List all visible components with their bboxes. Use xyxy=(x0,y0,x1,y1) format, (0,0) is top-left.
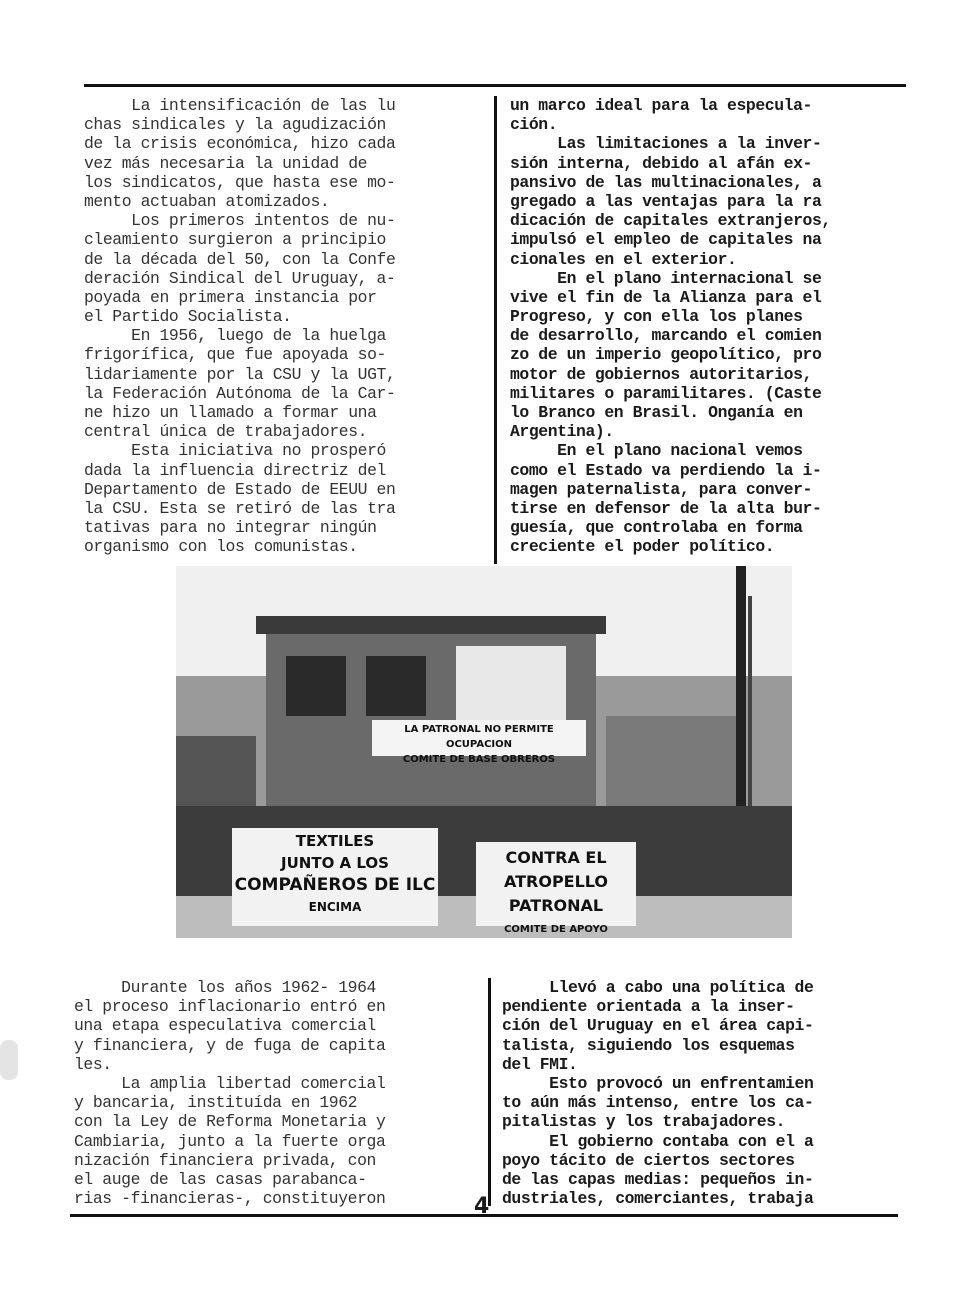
text-line: Esto provocó un enfrentamien xyxy=(502,1073,814,1093)
banner-right xyxy=(476,846,636,938)
text-line: organismo con los comunistas. xyxy=(84,537,358,557)
text-line: chas sindicales y la agudización xyxy=(84,115,386,135)
banner-top-line1: LA PATRONAL NO PERMITE OCUPACION xyxy=(404,724,554,750)
text-line: ción. xyxy=(510,115,558,135)
banner-left-line2: JUNTO A LOS xyxy=(281,854,389,872)
margin-smudge xyxy=(0,1040,18,1080)
text-line: dustriales, comerciantes, trabaja xyxy=(502,1189,814,1209)
top-rule xyxy=(84,84,906,87)
text-line: pitalistas y los trabajadores. xyxy=(502,1112,786,1132)
text-line: vive el fin de la Alianza para el xyxy=(510,287,822,307)
text-line: Durante los años 1962- 1964 xyxy=(74,978,376,997)
text-line: mento actuaban atomizados. xyxy=(84,191,330,211)
banner-left-line3: COMPAÑEROS DE ILC xyxy=(234,875,436,895)
text-line: poyada en primera instancia por xyxy=(84,287,377,307)
text-line: ción del Uruguay en el área capi- xyxy=(502,1016,814,1036)
bottom-right-column xyxy=(502,978,813,1208)
text-line: lo Branco en Brasil. Onganía en xyxy=(510,403,803,422)
text-line: pansivo de las multinacionales, a xyxy=(510,172,822,192)
text-line: y bancaria, instituída en 1962 xyxy=(74,1093,358,1113)
top-left-column xyxy=(84,96,395,557)
column-divider-bottom xyxy=(488,978,491,1206)
text-line: cleamiento surgieron a principio xyxy=(84,230,386,250)
top-right-column xyxy=(510,96,831,557)
text-line: Las limitaciones a la inver- xyxy=(510,134,822,154)
text-line: Argentina). xyxy=(510,422,614,442)
column-divider-top xyxy=(494,96,497,564)
text-line: to aún más intenso, entre los ca- xyxy=(502,1093,814,1113)
text-line: En 1956, luego de la huelga xyxy=(84,326,386,346)
text-line: Llevó a cabo una política de xyxy=(502,978,814,997)
banner-left-line1: TEXTILES xyxy=(295,832,375,850)
text-line: como el Estado va perdiendo la i- xyxy=(510,460,822,480)
text-line: dicación de capitales extranjeros, xyxy=(510,211,831,231)
text-line: sión interna, debido al afán ex- xyxy=(510,153,812,173)
banner-left xyxy=(232,830,438,918)
text-line: Cambiaria, junto a la fuerte orga xyxy=(74,1131,386,1151)
text-line: lidariamente por la CSU y la UGT, xyxy=(84,364,396,384)
text-line: creciente el poder político. xyxy=(510,537,775,557)
text-line: con la Ley de Reforma Monetaria y xyxy=(74,1112,386,1132)
text-line: Esta iniciativa no prosperó xyxy=(84,441,386,461)
text-line: del FMI. xyxy=(502,1054,578,1074)
text-line: pendiente orientada a la inser- xyxy=(502,997,795,1017)
protest-photo xyxy=(176,566,792,938)
text-line: un marco ideal para la especula- xyxy=(510,96,812,115)
text-line: talista, siguiendo los esquemas xyxy=(502,1035,795,1055)
text-line: una etapa especulativa comercial xyxy=(74,1016,376,1036)
text-line: La amplia libertad comercial xyxy=(74,1073,386,1093)
text-line: Progreso, y con ella los planes xyxy=(510,307,803,327)
text-line: Departamento de Estado de EEUU en xyxy=(84,479,396,499)
text-line: los sindicatos, que hasta ese mo- xyxy=(84,172,396,192)
text-line: tativas para no integrar ningún xyxy=(84,518,377,538)
text-line: tirse en defensor de la alta bur- xyxy=(510,498,822,518)
text-line: el auge de las casas parabanca- xyxy=(74,1169,367,1189)
text-line: En el plano nacional vemos xyxy=(510,441,803,461)
text-line: central única de trabajadores. xyxy=(84,422,368,442)
text-line: El gobierno contaba con el a xyxy=(502,1131,814,1151)
text-line: motor de gobiernos autoritarios, xyxy=(510,364,812,384)
text-line: de la crisis económica, hizo cada xyxy=(84,134,396,154)
text-line: y financiera, y de fuga de capita xyxy=(74,1035,386,1055)
text-line: frigorífica, que fue apoyada so- xyxy=(84,345,386,365)
text-line: el Partido Socialista. xyxy=(84,307,292,327)
text-line: deración Sindical del Uruguay, a- xyxy=(84,268,396,288)
text-line: de las capas medias: pequeños in- xyxy=(502,1169,814,1189)
text-line: nización financiera privada, con xyxy=(74,1150,376,1170)
text-line: zo de un imperio geopolítico, pro xyxy=(510,345,822,365)
text-line: de la década del 50, con la Confe xyxy=(84,249,396,269)
text-line: ne hizo un llamado a formar una xyxy=(84,403,377,422)
text-line: la CSU. Esta se retiró de las tra xyxy=(84,498,396,518)
banner-top-line2: COMITE DE BASE OBREROS xyxy=(402,754,556,765)
text-line: la Federación Autónoma de la Car- xyxy=(84,383,396,403)
text-line: el proceso inflacionario entró en xyxy=(74,997,386,1017)
banner-right-line1: CONTRA EL ATROPELLO xyxy=(503,848,609,891)
banner-top xyxy=(372,722,586,767)
text-line: cionales en el exterior. xyxy=(510,249,737,269)
text-line: poyo tácito de ciertos sectores xyxy=(502,1150,795,1170)
bottom-left-column xyxy=(74,978,385,1208)
banner-right-line3: COMITE DE APOYO xyxy=(504,924,608,935)
banner-left-line4: ENCIMA xyxy=(308,900,362,914)
text-line: vez más necesaria la unidad de xyxy=(84,153,368,173)
page-number: 4 xyxy=(474,1194,490,1219)
text-line: les. xyxy=(74,1054,112,1074)
text-line: gregado a las ventajas para la ra xyxy=(510,191,822,211)
text-line: Los primeros intentos de nu- xyxy=(84,211,396,231)
text-line: de desarrollo, marcando el comien xyxy=(510,326,822,346)
text-line: dada la influencia directriz del xyxy=(84,460,386,480)
text-line: La intensificación de las lu xyxy=(84,96,396,115)
text-line: guesía, que controlaba en forma xyxy=(510,518,803,538)
banner-right-line2: PATRONAL xyxy=(508,896,604,915)
text-line: impulsó el empleo de capitales na xyxy=(510,230,822,250)
text-line: rias -financieras-, constituyeron xyxy=(74,1189,386,1209)
text-line: magen paternalista, para conver- xyxy=(510,479,812,499)
text-line: En el plano internacional se xyxy=(510,268,822,288)
text-line: militares o paramilitares. (Caste xyxy=(510,383,822,403)
